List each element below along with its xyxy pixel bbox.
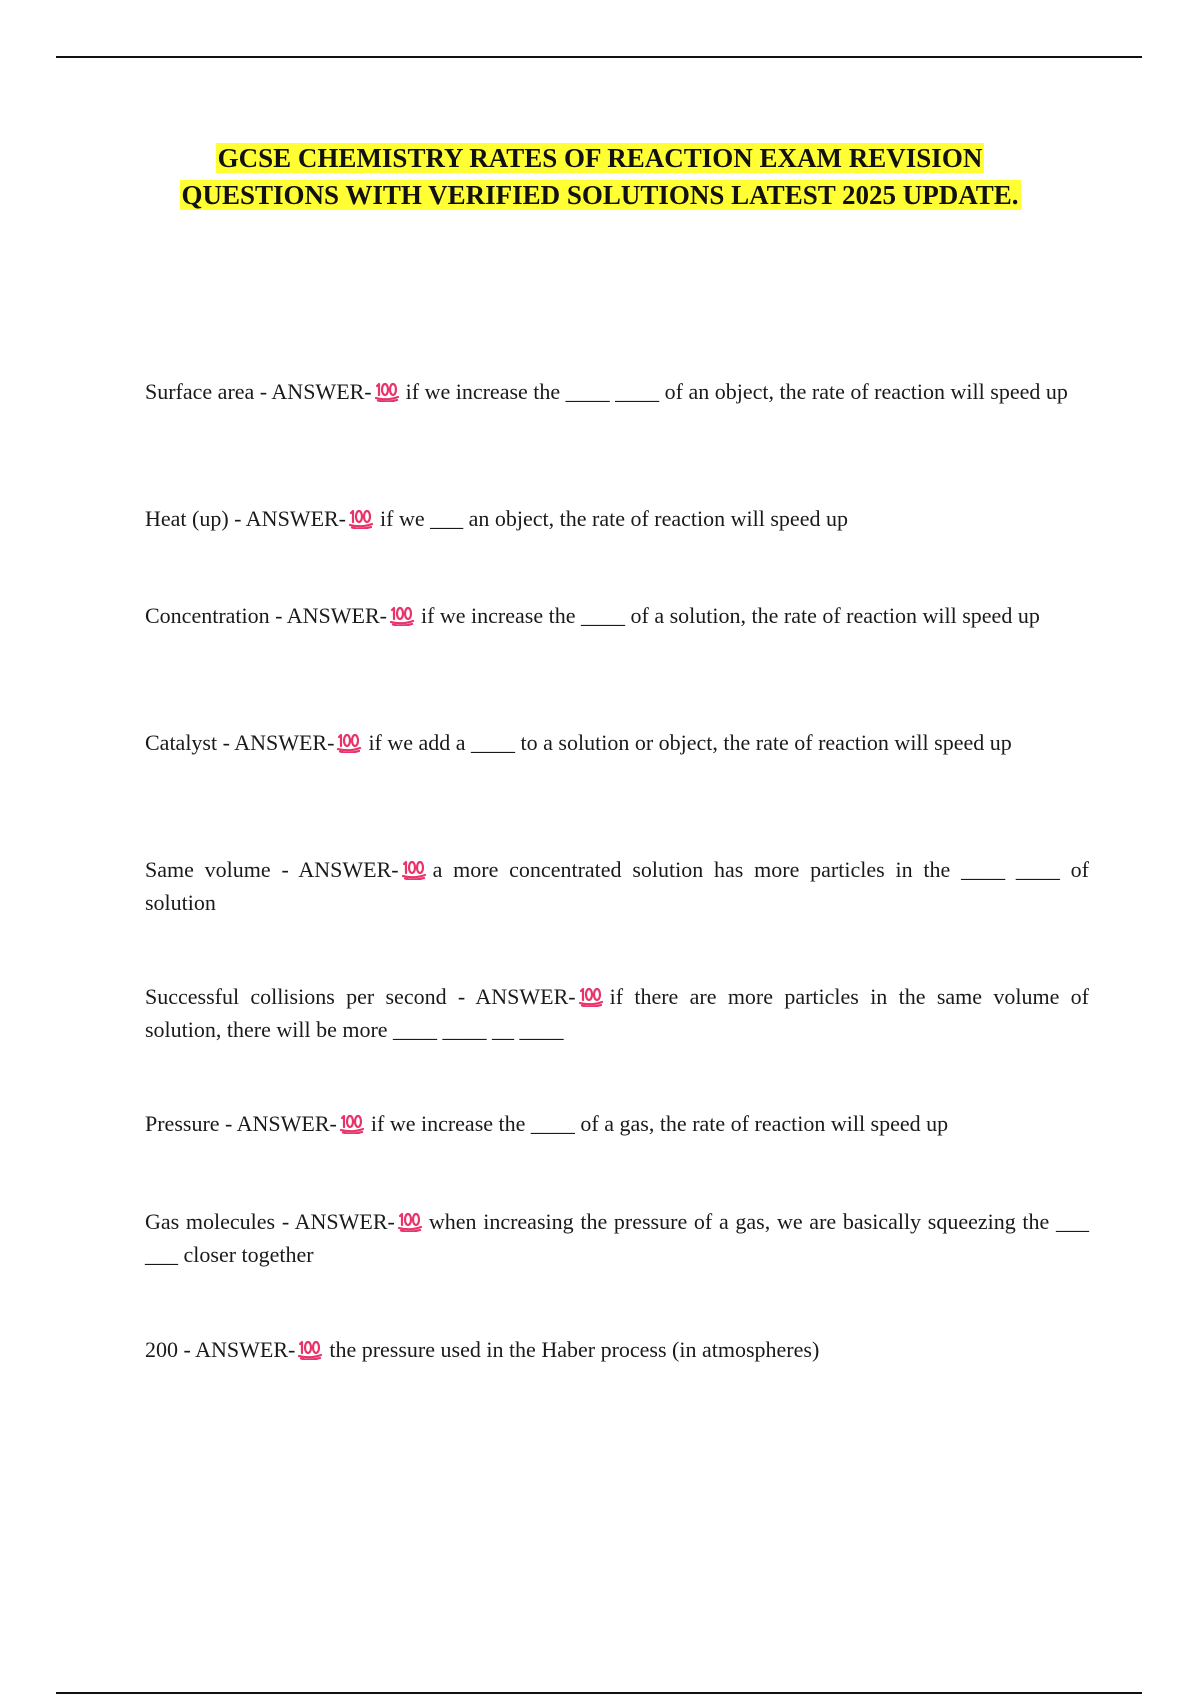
qa-term: Successful collisions per second - ANSWER- — [145, 984, 576, 1009]
hundred-points-icon — [401, 858, 427, 880]
top-rule — [56, 56, 1142, 58]
hundred-points-icon — [348, 507, 374, 529]
qa-term: 200 - ANSWER- — [145, 1337, 296, 1362]
qa-item — [145, 1107, 1089, 1140]
qa-item — [145, 980, 1089, 1046]
document-title — [0, 140, 1200, 214]
qa-answer: if we increase the ____ of a gas, the rate of reaction will speed up — [370, 1111, 949, 1136]
hundred-points-icon — [339, 1112, 365, 1134]
qa-term: Surface area - ANSWER- — [145, 379, 372, 404]
hundred-points-icon — [297, 1338, 323, 1360]
qa-item — [145, 1205, 1089, 1271]
qa-answer: when increasing the pressure of a gas, we are basically squeezing the ___ ___ closer together — [145, 1209, 1090, 1267]
qa-answer: a more concentrated solution has more particles in the ____ ____ of solution — [145, 857, 1089, 915]
qa-term: Concentration - ANSWER- — [145, 603, 387, 628]
qa-item — [145, 375, 1089, 408]
qa-item — [145, 853, 1089, 919]
title-line-1: GCSE CHEMISTRY RATES OF REACTION EXAM REVISION — [217, 143, 983, 173]
qa-term: Same volume - ANSWER- — [145, 857, 399, 882]
hundred-points-icon — [374, 380, 400, 402]
hundred-points-icon — [389, 604, 415, 626]
qa-item — [145, 502, 1089, 535]
hundred-points-icon — [336, 731, 362, 753]
hundred-points-icon — [578, 985, 604, 1007]
qa-term: Heat (up) - ANSWER- — [145, 506, 347, 531]
qa-answer: if we ___ an object, the rate of reaction will speed up — [380, 506, 848, 531]
qa-answer: the pressure used in the Haber process (in atmospheres) — [329, 1337, 820, 1362]
qa-answer: if we increase the ____ ____ of an object, the rate of reaction will speed up — [405, 379, 1068, 404]
qa-answer: if there are more particles in the same volume of solution, there will be more ____ ____ __ ____ — [145, 984, 1090, 1042]
bottom-rule — [56, 1692, 1142, 1694]
title-line-2: QUESTIONS WITH VERIFIED SOLUTIONS LATEST 2025 UPDATE. — [181, 180, 1019, 210]
hundred-points-icon — [397, 1210, 423, 1232]
qa-item — [145, 599, 1089, 632]
qa-item — [145, 1333, 1089, 1366]
qa-term: Catalyst - ANSWER- — [145, 730, 335, 755]
qa-term: Gas molecules - ANSWER- — [145, 1209, 395, 1234]
qa-answer: if we add a ____ to a solution or object, the rate of reaction will speed up — [368, 730, 1012, 755]
qa-term: Pressure - ANSWER- — [145, 1111, 337, 1136]
qa-item — [145, 726, 1089, 759]
qa-answer: if we increase the ____ of a solution, the rate of reaction will speed up — [420, 603, 1040, 628]
